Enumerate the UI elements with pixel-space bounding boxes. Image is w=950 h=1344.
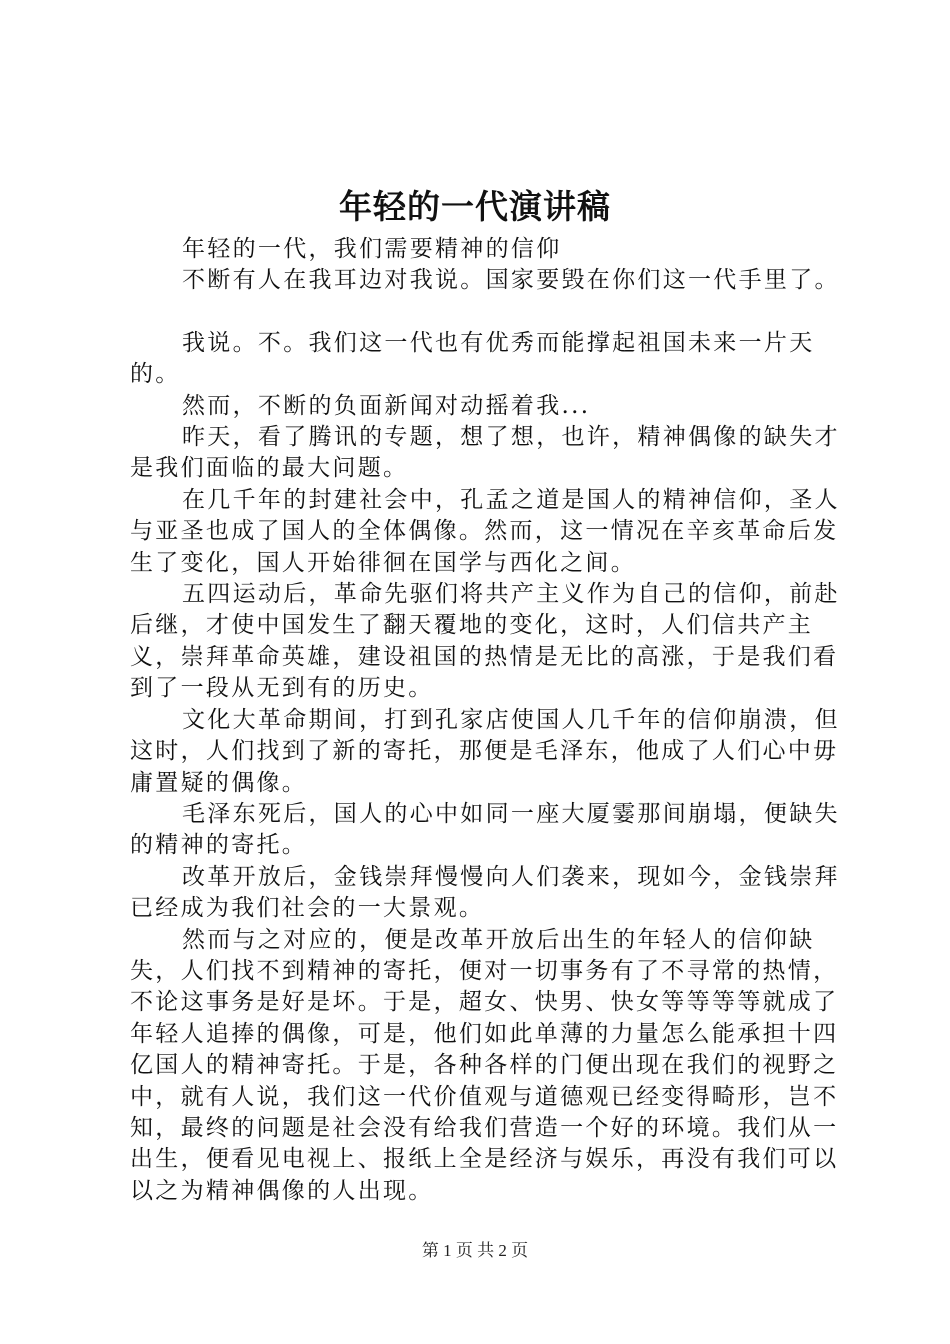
paragraph: 我说。不。我们这一代也有优秀而能撑起祖国未来一片天的。	[130, 329, 815, 388]
document-title: 年轻的一代演讲稿	[339, 187, 611, 226]
paragraph: 然而与之对应的，便是改革开放后出生的年轻人的信仰缺失，人们找不到精神的寄托，便对一切事务有了不寻常的热情，不论这事务是好是坏。于是，超女、快男、快女等等等等就成了年轻人追捧的偶像，可是，他们如此单薄的力量怎么能承担十四亿国人的精神寄托。于是，各种各样的门便出现在我们的视野之中，就有人说，我们这一代价值观与道德观已经变得畸形，岂不知，最终的问题是社会没有给我们营造一个好的环境。我们从一出生，便看见电视上、报纸上全是经济与娱乐，再没有我们可以以之为精神偶像的人出现。	[130, 926, 839, 1204]
paragraph: 毛泽东死后，国人的心中如同一座大厦霎那间崩塌，便缺失的精神的寄托。	[130, 800, 840, 859]
paragraph: 五四运动后，革命先驱们将共产主义作为自己的信仰，前赴后继，才使中国发生了翻天覆地的变化，这时，人们信共产主义，崇拜革命英雄，建设祖国的热情是无比的高涨，于是我们看到了一段从无到有的历史。	[130, 581, 840, 702]
paragraph: 不断有人在我耳边对我说。国家要毁在你们这一代手里了。	[182, 267, 840, 294]
paragraph: 然而，不断的负面新闻对动摇着我...	[182, 392, 591, 419]
paragraph: 年轻的一代，我们需要精神的信仰	[182, 236, 562, 262]
page-footer: 第 1 页 共 2 页	[421, 1241, 529, 1260]
paragraph: 在几千年的封建社会中，孔孟之道是国人的精神信仰，圣人与亚圣也成了国人的全体偶像。然而，这一情况在辛亥革命后发生了变化，国人开始徘徊在国学与西化之间。	[130, 486, 840, 576]
paragraph: 昨天，看了腾讯的专题，想了想，也许，精神偶像的缺失才是我们面临的最大问题。	[130, 424, 840, 482]
paragraph: 文化大革命期间，打到孔家店使国人几千年的信仰崩溃，但这时，人们找到了新的寄托，那便是毛泽东，他成了人们心中毋庸置疑的偶像。	[130, 706, 840, 796]
paragraph: 改革开放后，金钱崇拜慢慢向人们袭来，现如今，金钱崇拜已经成为我们社会的一大景观。	[130, 863, 840, 922]
document-body	[130, 234, 845, 1207]
